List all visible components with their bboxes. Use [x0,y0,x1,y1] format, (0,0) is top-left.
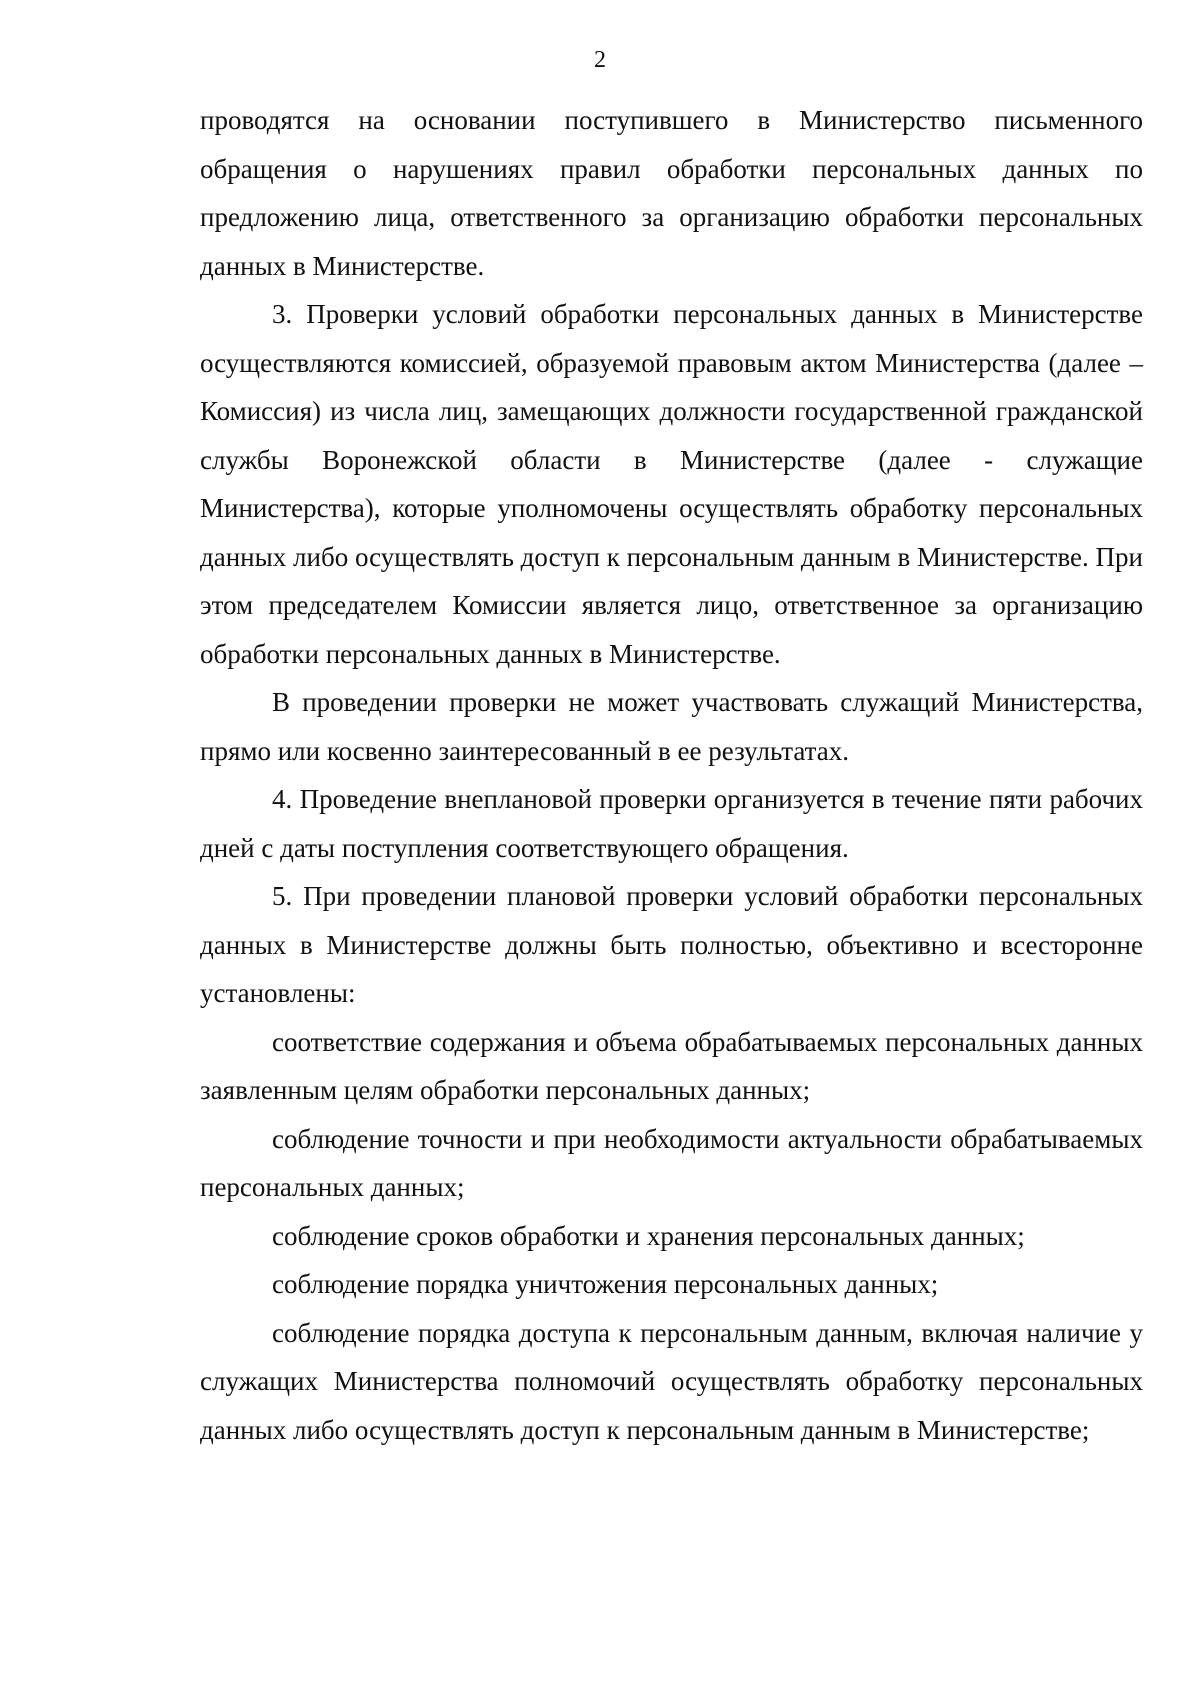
page-number: 2 [594,47,606,73]
paragraph-conflict-of-interest: В проведении проверки не может участвовать служащий Министерства, прямо или косвенно заинтересованный в ее результатах. [200,687,1143,766]
paragraph-item-4: 4. Проведение внеплановой проверки организуется в течение пяти рабочих дней с даты поступления соответствующего обращения. [200,784,1143,863]
list-item-access-order: соблюдение порядка доступа к персональным данным, включая наличие у служащих Министерства полномочий осуществлять обработку персональных данных либо осуществлять доступ к персональным данным в Министерстве; [200,1317,1143,1445]
list-item-data-accuracy: соблюдение точности и при необходимости актуальности обрабатываемых персональных данных; [200,1123,1143,1202]
list-item-retention-terms: соблюдение сроков обработки и хранения персональных данных; [272,1220,1025,1251]
list-item-destruction-order: соблюдение порядка уничтожения персональных данных; [272,1269,939,1299]
paragraph-continuation: проводятся на основании поступившего в Министерство письменного обращения о нарушениях правил обработки персональных данных по предложению лица, ответственного за организацию обработки персональных данных в Министерстве. [200,105,1143,281]
paragraph-item-3: 3. Проверки условий обработки персональных данных в Министерстве осуществляются комиссией, образуемой правовым актом Министерства (далее – Комиссия) из числа лиц, замещающих должности государственной гражданской службы Воронежской области в Министерстве (далее - служащие Министерства), которые уполномочены осуществлять обработку персональных данных либо осуществлять доступ к персональным данным в Министерстве. При этом председателем Комиссии является лицо, ответственное за организацию обработки персональных данных в Министерстве. [200,299,1143,669]
paragraph-item-5: 5. При проведении плановой проверки условий обработки персональных данных в Министерстве должны быть полностью, объективно и всесторонне установлены: [200,881,1143,1008]
document-body [200,96,1143,1454]
list-item-data-volume: соответствие содержания и объема обрабатываемых персональных данных заявленным целям обработки персональных данных; [200,1026,1143,1105]
